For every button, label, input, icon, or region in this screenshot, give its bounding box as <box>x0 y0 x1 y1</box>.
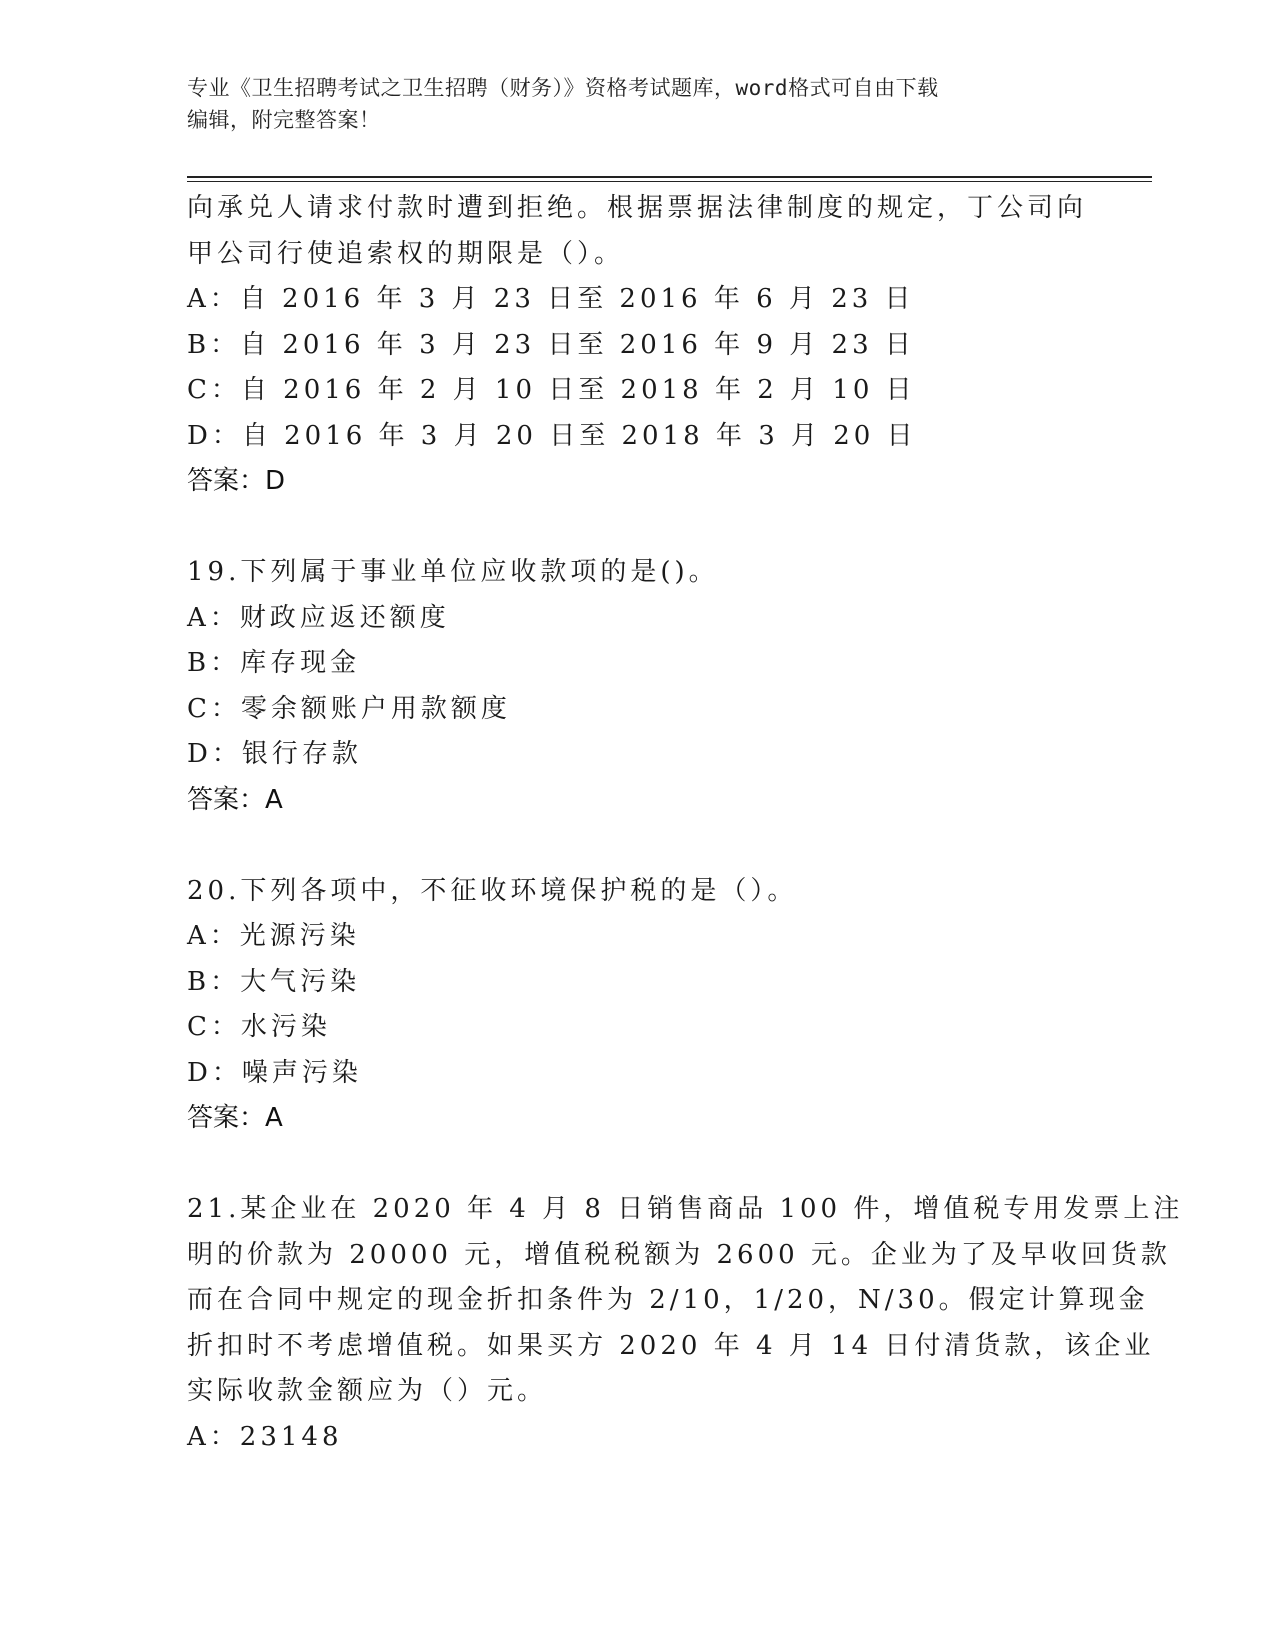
question-18 <box>187 186 1087 505</box>
spacer <box>187 505 1087 551</box>
answer-label: 答案：D <box>187 466 286 496</box>
question-21 <box>187 1187 1184 1460</box>
question-stem: 20.下列各项中，不征收环境保护税的是（）。 <box>187 875 798 906</box>
question-stem-line: 明的价款为 20000 元，增值税税额为 2600 元。企业为了及早收回货款 <box>187 1239 1171 1270</box>
spacer <box>187 823 1087 869</box>
option-b: B：库存现金 <box>187 648 361 678</box>
header-line-2: 编辑，附完整答案！ <box>187 108 381 132</box>
question-content <box>187 186 1184 1460</box>
page-header <box>187 72 1067 136</box>
option-d: D：噪声污染 <box>187 1057 362 1088</box>
option-c: C：零余额账户用款额度 <box>187 693 511 724</box>
answer-label: 答案：A <box>187 784 283 815</box>
option-c: C：自 2016 年 2 月 10 日至 2018 年 2 月 10 日 <box>187 375 916 405</box>
question-stem-line: 向承兑人请求付款时遭到拒绝。根据票据法律制度的规定，丁公司向 <box>187 193 1088 223</box>
option-d: D：自 2016 年 3 月 20 日至 2018 年 3 月 20 日 <box>187 420 917 451</box>
option-a: A：光源污染 <box>187 921 360 951</box>
option-a: A：自 2016 年 3 月 23 日至 2016 年 6 月 23 日 <box>187 284 915 314</box>
question-stem-line: 而在合同中规定的现金折扣条件为 2/10，1/20，N/30。假定计算现金 <box>187 1285 1149 1315</box>
option-b: B：大气污染 <box>187 966 361 997</box>
question-20 <box>187 869 1087 1142</box>
question-stem-line: 实际收款金额应为（）元。 <box>187 1376 548 1406</box>
option-a: A：23148 <box>187 1421 343 1452</box>
spacer <box>187 1142 1087 1188</box>
header-line-1: 专业《卫生招聘考试之卫生招聘（财务）》资格考试题库，word格式可自由下载 <box>187 76 939 100</box>
question-stem: 19.下列属于事业单位应收款项的是()。 <box>187 557 719 587</box>
header-divider-thick <box>187 176 1152 178</box>
option-d: D：银行存款 <box>187 739 362 769</box>
option-a: A：财政应返还额度 <box>187 602 450 633</box>
option-c: C：水污染 <box>187 1012 331 1042</box>
header-divider-thin <box>187 181 1152 182</box>
answer-label: 答案：A <box>187 1103 283 1133</box>
question-19 <box>187 550 1087 823</box>
option-b: B：自 2016 年 3 月 23 日至 2016 年 9 月 23 日 <box>187 329 915 360</box>
question-stem-line: 折扣时不考虑增值税。如果买方 2020 年 4 月 14 日付清货款，该企业 <box>187 1330 1155 1361</box>
question-stem-line: 21.某企业在 2020 年 4 月 8 日销售商品 100 件，增值税专用发票上注 <box>187 1194 1184 1224</box>
question-stem-line: 甲公司行使追索权的期限是（）。 <box>187 238 625 269</box>
